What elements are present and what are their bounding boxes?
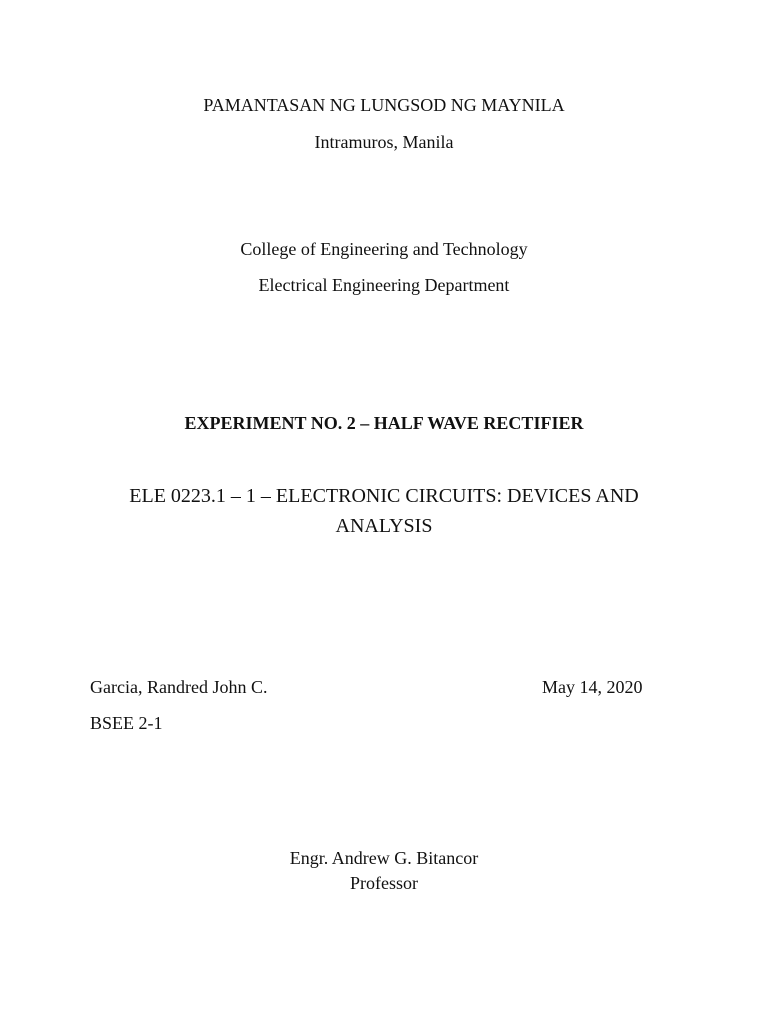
course-title-line-1: ELE 0223.1 – 1 – ELECTRONIC CIRCUITS: DEVICES AND — [129, 485, 639, 507]
experiment-title: EXPERIMENT NO. 2 – HALF WAVE RECTIFIER — [184, 413, 584, 433]
student-name: Garcia, Randred John C. — [90, 677, 268, 697]
college-name: College of Engineering and Technology — [240, 239, 528, 259]
student-section: BSEE 2-1 — [90, 713, 163, 733]
professor-role: Professor — [350, 873, 418, 893]
university-name: PAMANTASAN NG LUNGSOD NG MAYNILA — [203, 95, 565, 115]
university-location: Intramuros, Manila — [314, 132, 454, 152]
submission-date: May 14, 2020 — [542, 677, 643, 697]
professor-name: Engr. Andrew G. Bitancor — [289, 848, 479, 868]
department-name: Electrical Engineering Department — [258, 275, 510, 295]
course-title-line-2: ANALYSIS — [335, 515, 433, 537]
